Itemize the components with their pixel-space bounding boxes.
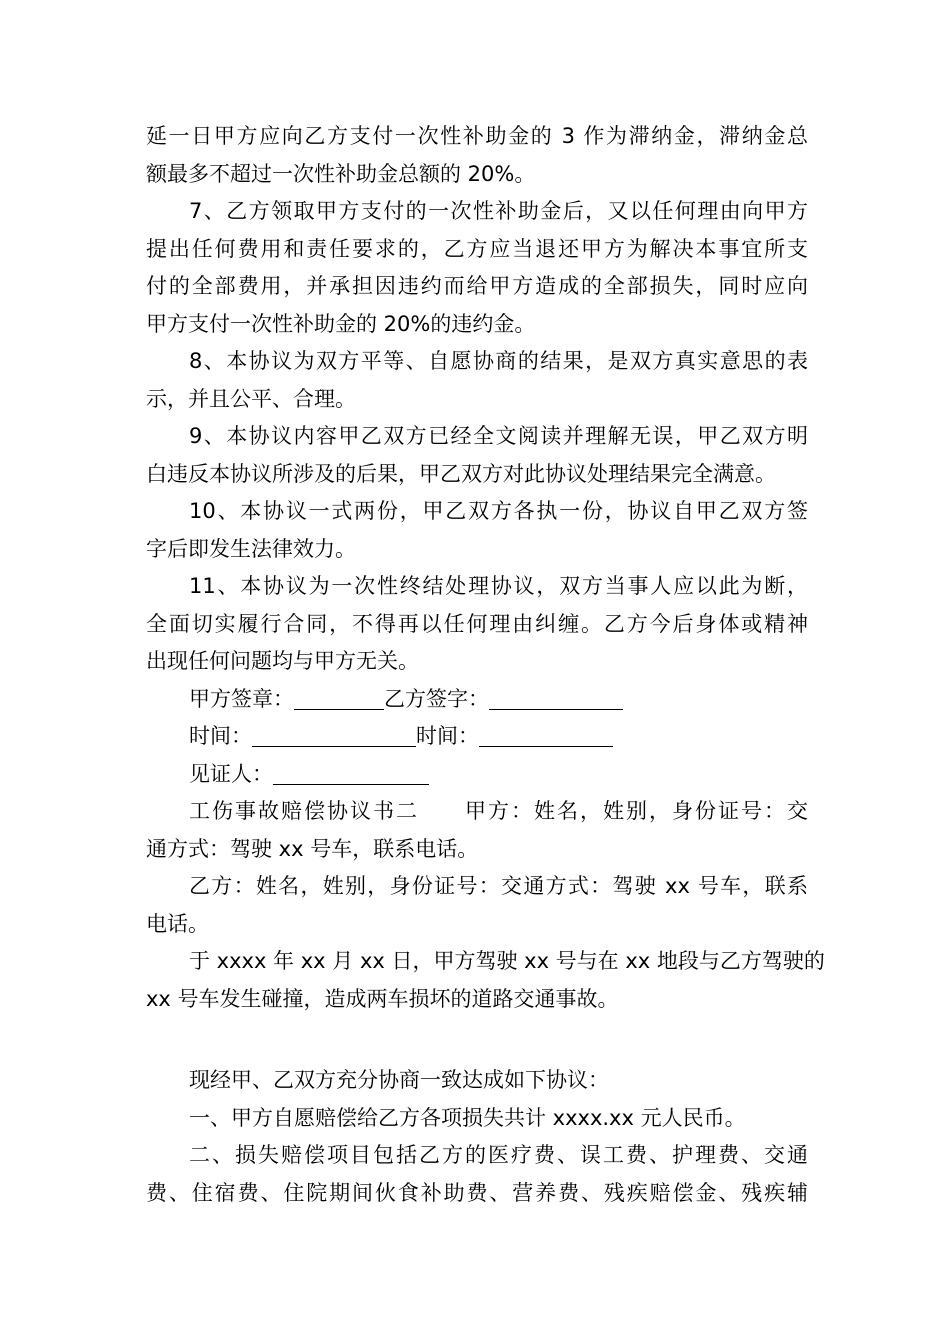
- paragraph-line: 全面切实履行合同，不得再以任何理由纠缠。乙方今后身体或精神: [146, 611, 808, 636]
- party-a-seal-blank[interactable]: [294, 687, 384, 710]
- paragraph-line: 10、本协议一式两份，甲乙双方各执一份，协议自甲乙双方签: [189, 499, 808, 523]
- signature-row: [146, 681, 808, 719]
- time-label-a: 时间：: [189, 724, 252, 748]
- time-blank-a[interactable]: [252, 724, 416, 747]
- time-label-b: 时间：: [416, 724, 479, 748]
- witness-label: 见证人：: [189, 761, 273, 786]
- paragraph-line: 工伤事故赔偿协议书二 甲方：姓名，姓别，身份证号：交: [189, 799, 808, 823]
- paragraph-line: 延一日甲方应向乙方支付一次性补助金的 3 作为滞纳金，滞纳金总: [146, 124, 808, 148]
- paragraph-line: 乙方：姓名，姓别，身份证号：交通方式：驾驶 xx 号车，联系: [189, 874, 808, 898]
- paragraph-line: 8、本协议为双方平等、自愿协商的结果，是双方真实意思的表: [189, 349, 808, 373]
- witness-row: [146, 756, 808, 794]
- party-b-sign-blank[interactable]: [489, 687, 623, 710]
- document-body: [146, 118, 825, 1212]
- paragraph-line: 白违反本协议所涉及的后果，甲乙双方对此协议处理结果完全满意。: [146, 461, 776, 486]
- paragraph-line: 费、住宿费、住院期间伙食补助费、营养费、残疾赔偿金、残疾辅: [146, 1180, 808, 1205]
- party-a-seal-label: 甲方签章：: [189, 686, 294, 711]
- paragraph-gap: [146, 1018, 808, 1062]
- paragraph-line: 11、本协议为一次性终结处理协议，双方当事人应以此为断，: [189, 574, 808, 598]
- paragraph-line: 出现任何问题均与甲方无关。: [146, 649, 419, 673]
- paragraph-line: 于 xxxx 年 xx 月 xx 日，甲方驾驶 xx 号与在 xx 地段与乙方驾驶的: [189, 949, 825, 973]
- paragraph-line: 示，并且公平、合理。: [146, 386, 356, 411]
- paragraph-line: 9、本协议内容甲乙双方已经全文阅读并理解无误，甲乙双方明: [189, 424, 808, 448]
- paragraph-line: 字后即发生法律效力。: [146, 536, 356, 561]
- time-row: [146, 718, 808, 756]
- paragraph-line: 7、乙方领取甲方支付的一次性补助金后，又以任何理由向甲方: [189, 199, 808, 223]
- paragraph-line: 二、损失赔偿项目包括乙方的医疗费、误工费、护理费、交通: [189, 1143, 808, 1167]
- paragraph-line: 提出任何费用和责任要求的，乙方应当退还甲方为解决本事宜所支: [146, 236, 808, 261]
- paragraph-line: xx 号车发生碰撞，造成两车损坏的道路交通事故。: [146, 986, 619, 1011]
- paragraph-line: 额最多不超过一次性补助金总额的 20%。: [146, 161, 536, 186]
- paragraph-line: 电话。: [146, 911, 209, 936]
- witness-blank[interactable]: [273, 762, 429, 785]
- paragraph-line: 付的全部费用，并承担因违约而给甲方造成的全部损失，同时应向: [146, 274, 808, 298]
- paragraph-line: 现经甲、乙双方充分协商一致达成如下协议：: [189, 1068, 609, 1092]
- paragraph-line: 通方式：驾驶 xx 号车，联系电话。: [146, 836, 479, 861]
- party-b-sign-label: 乙方签字：: [384, 686, 489, 711]
- paragraph-line: 甲方支付一次性补助金的 20%的违约金。: [146, 311, 536, 336]
- time-blank-b[interactable]: [479, 724, 613, 747]
- paragraph-line: 一、甲方自愿赔偿给乙方各项损失共计 xxxx.xx 元人民币。: [189, 1105, 746, 1130]
